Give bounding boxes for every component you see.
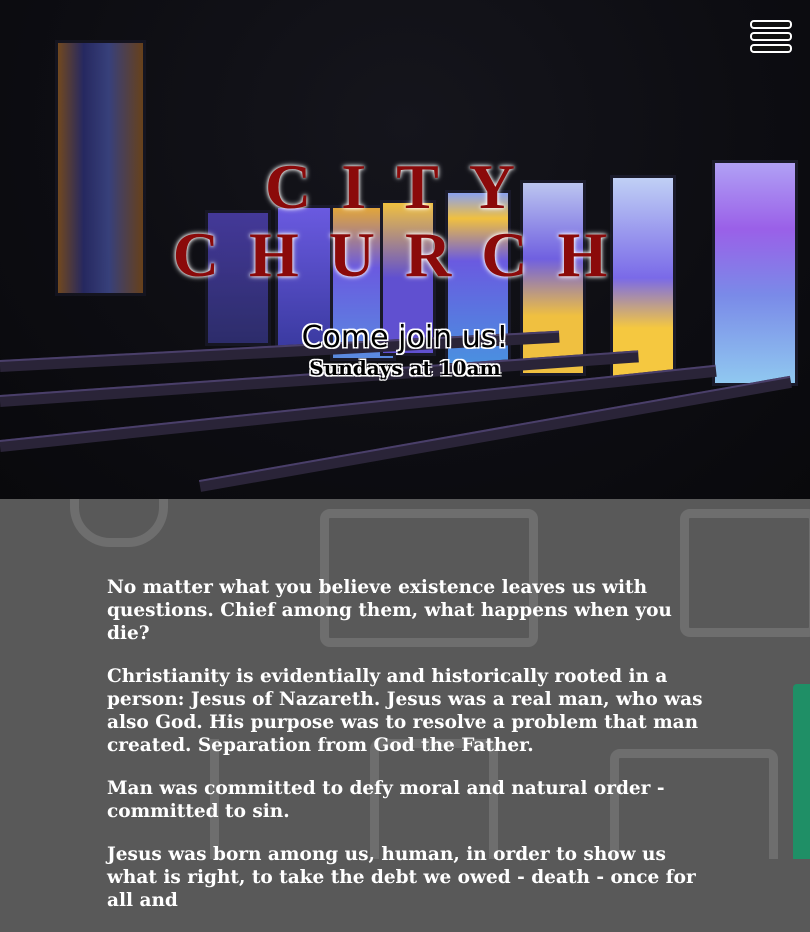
service-time: Sundays at 10am [309, 356, 501, 380]
site-title-line2: CHURCH [172, 219, 638, 290]
intro-text [107, 576, 707, 932]
paragraph: Jesus was born among us, human, in order to show us what is right, to take the debt we owed - death - once for all and [107, 844, 696, 911]
sun-icon [70, 499, 168, 547]
tagline: Come join us! [301, 320, 509, 355]
paragraph: No matter what you believe existence leaves us with questions. Chief among them, what happens when you die? [107, 577, 672, 644]
paragraph: Christianity is evidentially and historically rooted in a person: Jesus of Nazareth. Jesus was a real man, who was also God. His purpose was to resolve a problem that man created. Separation from God the Father. [107, 666, 703, 756]
paragraph: Man was committed to defy moral and natural order - committed to sin. [107, 778, 665, 822]
hamburger-menu-icon[interactable] [750, 20, 792, 52]
side-tab[interactable] [793, 684, 810, 859]
site-title-line1: CITY [264, 151, 546, 222]
